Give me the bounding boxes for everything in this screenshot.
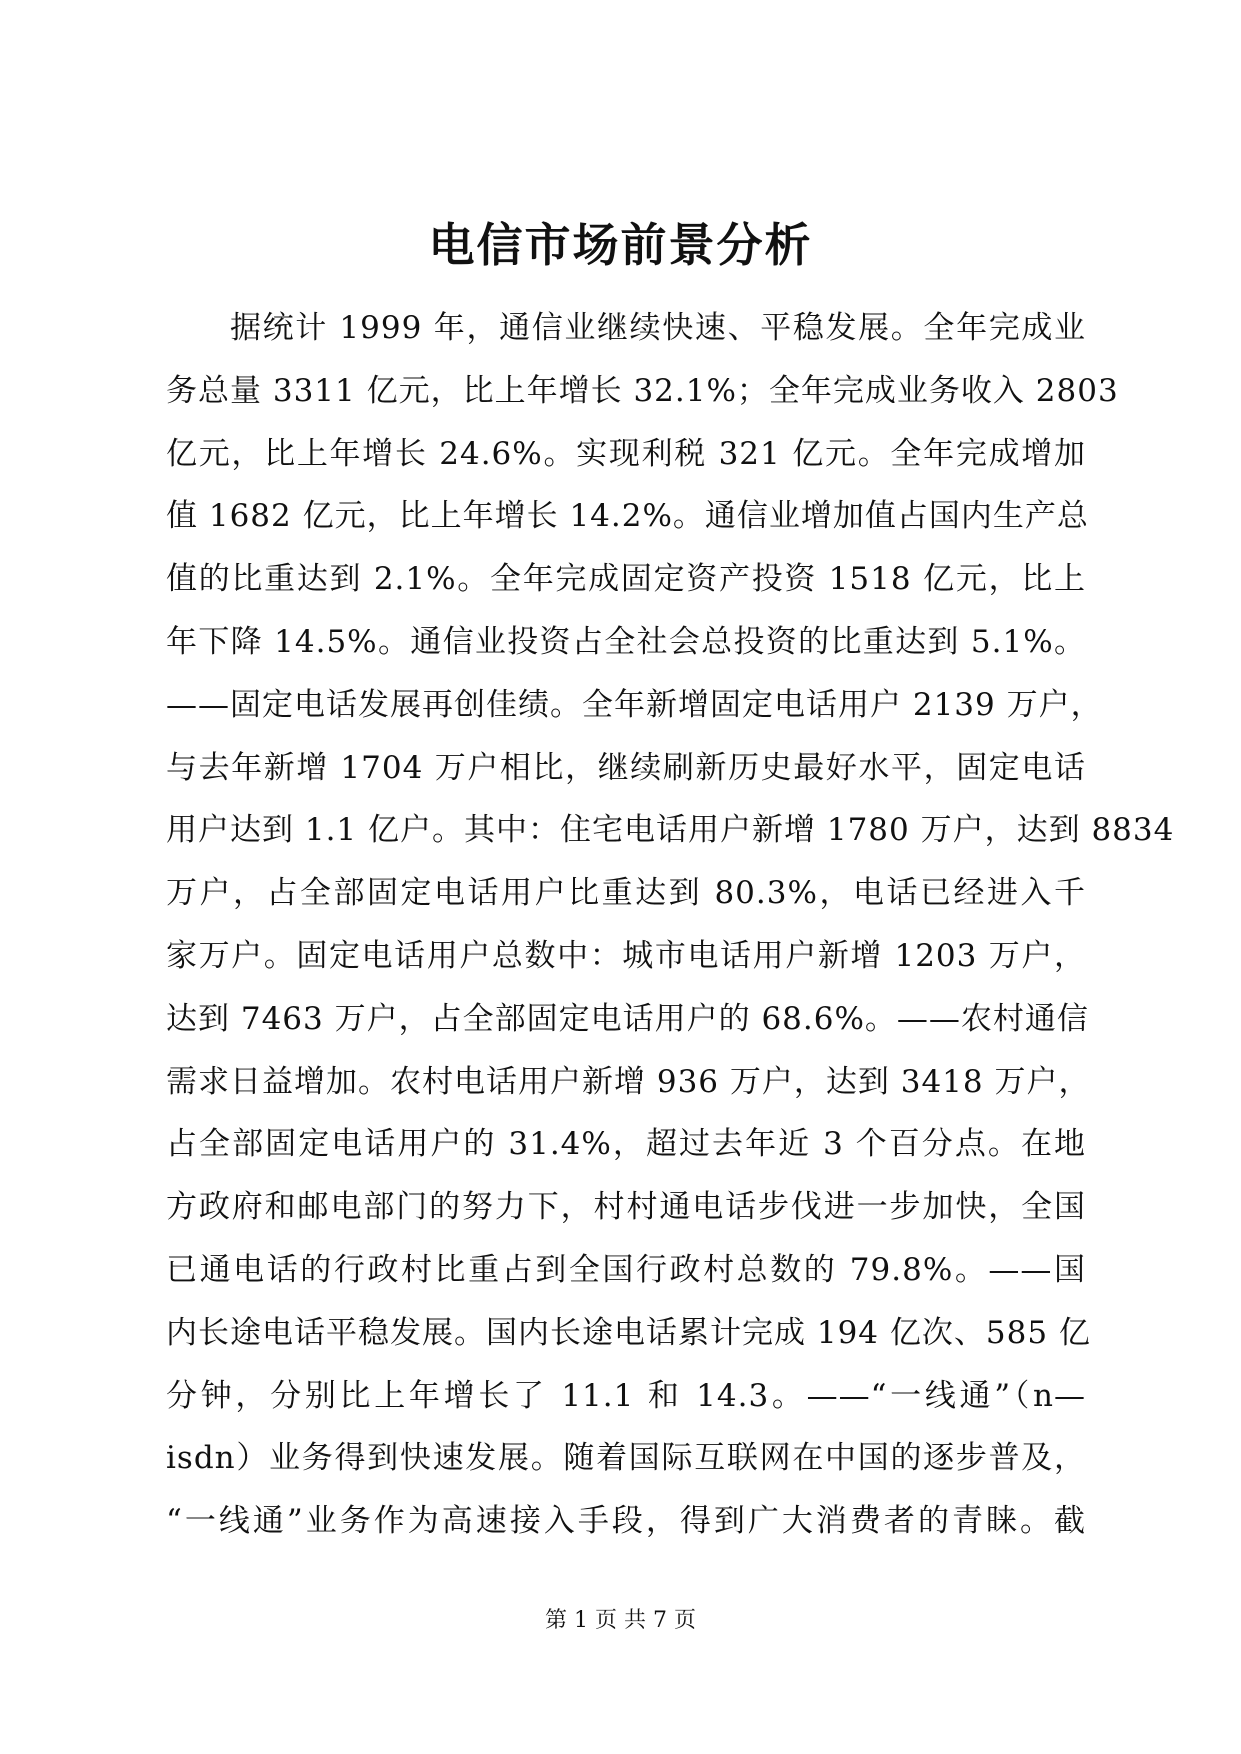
body-line: 内长途电话平稳发展。国内长途电话累计完成 194 亿次、585 亿: [166, 1314, 1091, 1351]
body-line: 务总量 3311 亿元，比上年增长 32.1%；全年完成业务收入 2803: [166, 372, 1119, 409]
body-line: 亿元，比上年增长 24.6%。实现利税 321 亿元。全年完成增加: [166, 435, 1086, 472]
body-line: 家万户。固定电话用户总数中：城市电话用户新增 1203 万户，: [166, 937, 1086, 974]
body-line: 年下降 14.5%。通信业投资占全社会总投资的比重达到 5.1%。: [166, 623, 1086, 660]
body-line: 值的比重达到 2.1%。全年完成固定资产投资 1518 亿元，比上: [166, 561, 1086, 598]
body-line: 值 1682 亿元，比上年增长 14.2%。通信业增加值占国内生产总: [166, 498, 1089, 535]
body-line: 方政府和邮电部门的努力下，村村通电话步伐进一步加快，全国: [166, 1189, 1086, 1226]
body-line: 需求日益增加。农村电话用户新增 936 万户，达到 3418 万户，: [166, 1063, 1091, 1100]
body-line: 据统计 1999 年，通信业继续快速、平稳发展。全年完成业: [230, 310, 1086, 346]
body-line: 占全部固定电话用户的 31.4%，超过去年近 3 个百分点。在地: [166, 1126, 1086, 1163]
body-line: ——固定电话发展再创佳绩。全年新增固定电话用户 2139 万户，: [166, 686, 1103, 723]
body-line: 分钟，分别比上年增长了 11.1 和 14.3。——“一线通”（n—: [166, 1377, 1086, 1414]
body-line: 用户达到 1.1 亿户。其中：住宅电话用户新增 1780 万户，达到 8834: [166, 812, 1175, 849]
body-line: isdn）业务得到快速发展。随着国际互联网在中国的逐步普及，: [166, 1440, 1086, 1477]
document-title: 电信市场前景分析: [428, 218, 813, 272]
body-line: 万户，占全部固定电话用户比重达到 80.3%，电话已经进入千: [166, 875, 1086, 912]
body-line: 已通电话的行政村比重占到全国行政村总数的 79.8%。——国: [166, 1251, 1086, 1288]
body-line: “一线通”业务作为高速接入手段，得到广大消费者的青睐。截: [166, 1503, 1086, 1540]
document-body: [166, 297, 1175, 1553]
body-line: 达到 7463 万户，占全部固定电话用户的 68.6%。——农村通信: [166, 1000, 1089, 1037]
body-line: 与去年新增 1704 万户相比，继续刷新历史最好水平，固定电话: [166, 749, 1086, 786]
page-footer: 第 1 页 共 7 页: [545, 1608, 696, 1633]
